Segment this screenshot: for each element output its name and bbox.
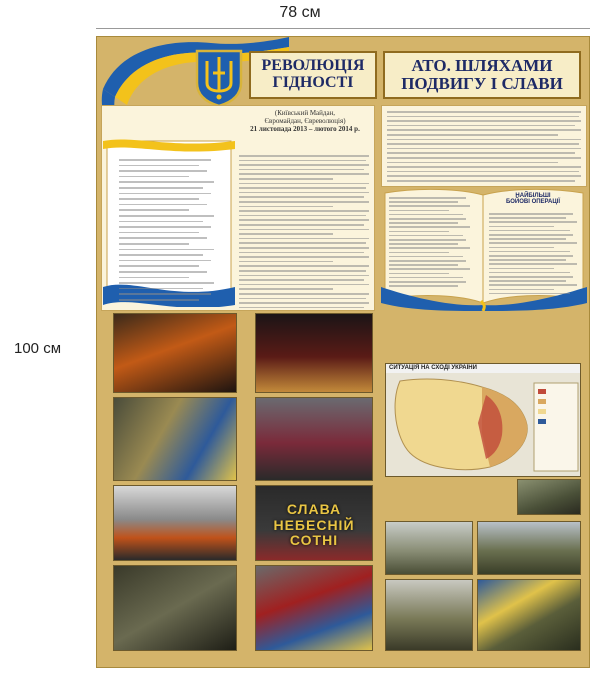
text-line-placeholder bbox=[239, 201, 369, 203]
text-line-placeholder bbox=[389, 273, 449, 275]
photo-soldier-helmet bbox=[517, 479, 581, 515]
text-line-placeholder bbox=[387, 180, 575, 182]
photo-maidan-night-candles bbox=[255, 313, 373, 393]
text-line-placeholder bbox=[489, 272, 570, 274]
poster-board bbox=[96, 36, 590, 668]
text-line-placeholder bbox=[387, 125, 575, 127]
battle-operations-heading bbox=[485, 193, 581, 205]
photo-military-parade-flags bbox=[477, 579, 581, 651]
text-line-placeholder bbox=[389, 222, 458, 224]
text-line-placeholder bbox=[389, 218, 466, 220]
text-line-placeholder bbox=[239, 169, 364, 171]
caption-line-1: СЛАВА bbox=[286, 501, 342, 518]
text-line-placeholder bbox=[119, 243, 189, 245]
text-line-placeholder bbox=[239, 164, 369, 166]
text-line-placeholder bbox=[489, 263, 577, 265]
text-line-placeholder bbox=[239, 298, 366, 300]
text-line-placeholder bbox=[489, 293, 570, 295]
dimension-height-label: 100 см bbox=[14, 340, 62, 357]
text-line-placeholder bbox=[239, 206, 333, 208]
title-left-line-2: ГІДНОСТІ bbox=[272, 74, 354, 91]
text-line-placeholder bbox=[387, 139, 581, 141]
title-ato bbox=[383, 51, 581, 99]
text-line-placeholder bbox=[239, 270, 366, 272]
text-line-placeholder bbox=[389, 243, 458, 245]
text-line-placeholder bbox=[119, 277, 189, 279]
text-line-placeholder bbox=[387, 129, 581, 131]
text-line-placeholder bbox=[239, 284, 369, 286]
title-right-line-1: АТО. ШЛЯХАМИ bbox=[411, 56, 553, 76]
text-line-placeholder bbox=[489, 284, 577, 286]
text-line-placeholder bbox=[239, 279, 364, 281]
text-line-placeholder bbox=[239, 275, 369, 277]
text-line-placeholder bbox=[387, 116, 579, 118]
text-line-placeholder bbox=[239, 238, 369, 240]
left-subtitle-line-3: 21 листопада 2013 – лютого 2014 р. bbox=[250, 125, 360, 134]
text-line-placeholder bbox=[387, 148, 581, 150]
text-line-placeholder bbox=[239, 233, 333, 235]
text-line-placeholder bbox=[119, 176, 189, 178]
text-line-placeholder bbox=[119, 282, 214, 284]
text-line-placeholder bbox=[239, 302, 369, 304]
text-line-placeholder bbox=[119, 193, 211, 195]
text-line-placeholder bbox=[389, 256, 463, 258]
text-line-placeholder bbox=[239, 155, 369, 157]
photo-woman-with-flowers bbox=[255, 397, 373, 481]
text-line-placeholder bbox=[119, 260, 211, 262]
text-line-placeholder bbox=[489, 226, 554, 228]
text-line-placeholder bbox=[239, 307, 364, 309]
text-line-placeholder bbox=[119, 271, 207, 273]
text-line-placeholder bbox=[489, 238, 566, 240]
battle-operations-heading-line-2: БОЙОВІ ОПЕРАЦІЇ bbox=[505, 199, 561, 205]
text-line-placeholder bbox=[389, 205, 470, 207]
text-line-placeholder bbox=[387, 134, 558, 136]
text-line-placeholder bbox=[239, 288, 333, 290]
text-line-placeholder bbox=[389, 214, 463, 216]
text-line-placeholder bbox=[389, 260, 466, 262]
battle-operations-heading-line-1: НАЙБІЛЬШІ bbox=[515, 193, 551, 199]
text-line-placeholder bbox=[119, 293, 211, 295]
text-line-placeholder bbox=[119, 181, 214, 183]
text-line-placeholder bbox=[489, 255, 573, 257]
text-line-placeholder bbox=[387, 166, 581, 168]
text-line-placeholder bbox=[119, 170, 207, 172]
text-line-placeholder bbox=[489, 251, 570, 253]
text-line-placeholder bbox=[387, 162, 558, 164]
text-line-placeholder bbox=[239, 261, 333, 263]
text-line-placeholder bbox=[239, 219, 369, 221]
text-line-placeholder bbox=[489, 221, 577, 223]
text-line-placeholder bbox=[239, 183, 369, 185]
text-line-placeholder bbox=[387, 120, 581, 122]
map-east-ukraine bbox=[385, 363, 581, 477]
text-line-placeholder bbox=[387, 175, 581, 177]
text-line-placeholder bbox=[119, 198, 199, 200]
title-left-line-1: РЕВОЛЮЦІЯ bbox=[261, 57, 365, 75]
text-line-placeholder bbox=[239, 160, 366, 162]
text-line-placeholder bbox=[239, 187, 366, 189]
left-subtitle-line-2: Євромайдан, Євреволюція) bbox=[264, 117, 346, 126]
dimension-width-label: 78 см bbox=[279, 4, 321, 21]
title-right-line-2: ПОДВИГУ І СЛАВИ bbox=[401, 74, 563, 93]
text-line-placeholder bbox=[389, 235, 463, 237]
text-line-placeholder bbox=[489, 259, 566, 261]
text-line-placeholder bbox=[389, 201, 458, 203]
text-line-placeholder bbox=[489, 217, 566, 219]
text-line-placeholder bbox=[239, 256, 369, 258]
trident-emblem-icon bbox=[193, 47, 245, 107]
text-line-placeholder bbox=[389, 277, 463, 279]
text-line-placeholder bbox=[119, 232, 199, 234]
text-line-placeholder bbox=[489, 268, 554, 270]
text-line-placeholder bbox=[119, 159, 211, 161]
text-line-placeholder bbox=[387, 143, 579, 145]
text-line-placeholder bbox=[389, 197, 466, 199]
text-line-placeholder bbox=[389, 252, 449, 254]
text-line-placeholder bbox=[389, 268, 470, 270]
caption-line-3: СОТНІ bbox=[289, 532, 339, 549]
text-line-placeholder bbox=[119, 237, 207, 239]
text-line-placeholder bbox=[239, 215, 366, 217]
text-line-placeholder bbox=[119, 204, 207, 206]
left-subtitle-line-1: (Київський Майдан, bbox=[274, 109, 336, 117]
dimension-width-line bbox=[96, 28, 590, 29]
left-subtitle bbox=[237, 109, 373, 133]
map-title: СИТУАЦІЯ НА СХОДІ УКРАЇНИ bbox=[386, 364, 580, 373]
photo-heavenly-hundred-memorial bbox=[255, 485, 373, 561]
photo-soldiers-field bbox=[385, 579, 473, 651]
text-line-placeholder bbox=[119, 187, 203, 189]
caption-line-2: НЕБЕСНІЙ bbox=[273, 516, 355, 533]
text-line-placeholder bbox=[389, 281, 466, 283]
text-line-placeholder bbox=[389, 210, 449, 212]
text-line-placeholder bbox=[239, 242, 366, 244]
text-line-placeholder bbox=[119, 254, 203, 256]
photo-soldiers-with-flag bbox=[477, 521, 581, 575]
photo-maidan-smoke-crowd bbox=[113, 485, 237, 561]
text-line-placeholder bbox=[389, 247, 470, 249]
text-line-placeholder bbox=[239, 293, 369, 295]
text-line-placeholder bbox=[119, 209, 189, 211]
text-line-placeholder bbox=[119, 165, 199, 167]
text-line-placeholder bbox=[239, 247, 369, 249]
text-line-placeholder bbox=[119, 299, 199, 301]
text-line-placeholder bbox=[489, 242, 577, 244]
text-line-placeholder bbox=[389, 231, 449, 233]
text-line-placeholder bbox=[387, 157, 581, 159]
text-line-placeholder bbox=[389, 285, 458, 287]
text-line-placeholder bbox=[489, 280, 566, 282]
text-line-placeholder bbox=[489, 234, 573, 236]
text-line-placeholder bbox=[119, 215, 214, 217]
text-line-placeholder bbox=[389, 226, 470, 228]
text-line-placeholder bbox=[389, 239, 466, 241]
photo-protesters-helmets bbox=[113, 397, 237, 481]
text-line-placeholder bbox=[239, 178, 333, 180]
text-line-placeholder bbox=[239, 229, 369, 231]
photo-maidan-fire-barricade bbox=[113, 313, 237, 393]
photo-riot-police-shields bbox=[113, 565, 237, 651]
text-line-placeholder bbox=[239, 265, 369, 267]
heavenly-hundred-caption bbox=[256, 502, 372, 548]
text-line-placeholder bbox=[489, 276, 573, 278]
photo-flowers-and-flag bbox=[255, 565, 373, 651]
text-line-placeholder bbox=[387, 171, 579, 173]
text-line-placeholder bbox=[119, 288, 203, 290]
title-revolution-of-dignity bbox=[249, 51, 377, 99]
text-line-placeholder bbox=[239, 173, 369, 175]
text-line-placeholder bbox=[119, 265, 199, 267]
text-line-placeholder bbox=[119, 249, 214, 251]
text-line-placeholder bbox=[387, 111, 581, 113]
text-line-placeholder bbox=[489, 289, 554, 291]
text-line-placeholder bbox=[489, 247, 554, 249]
text-line-placeholder bbox=[489, 213, 573, 215]
text-line-placeholder bbox=[389, 264, 458, 266]
text-line-placeholder bbox=[387, 152, 575, 154]
text-line-placeholder bbox=[239, 210, 369, 212]
photo-armored-vehicle bbox=[385, 521, 473, 575]
text-line-placeholder bbox=[119, 226, 211, 228]
text-line-placeholder bbox=[239, 252, 364, 254]
text-line-placeholder bbox=[489, 230, 570, 232]
text-line-placeholder bbox=[239, 224, 364, 226]
map-graphic bbox=[386, 373, 581, 477]
text-line-placeholder bbox=[119, 221, 203, 223]
text-line-placeholder bbox=[239, 196, 364, 198]
text-line-placeholder bbox=[239, 192, 369, 194]
